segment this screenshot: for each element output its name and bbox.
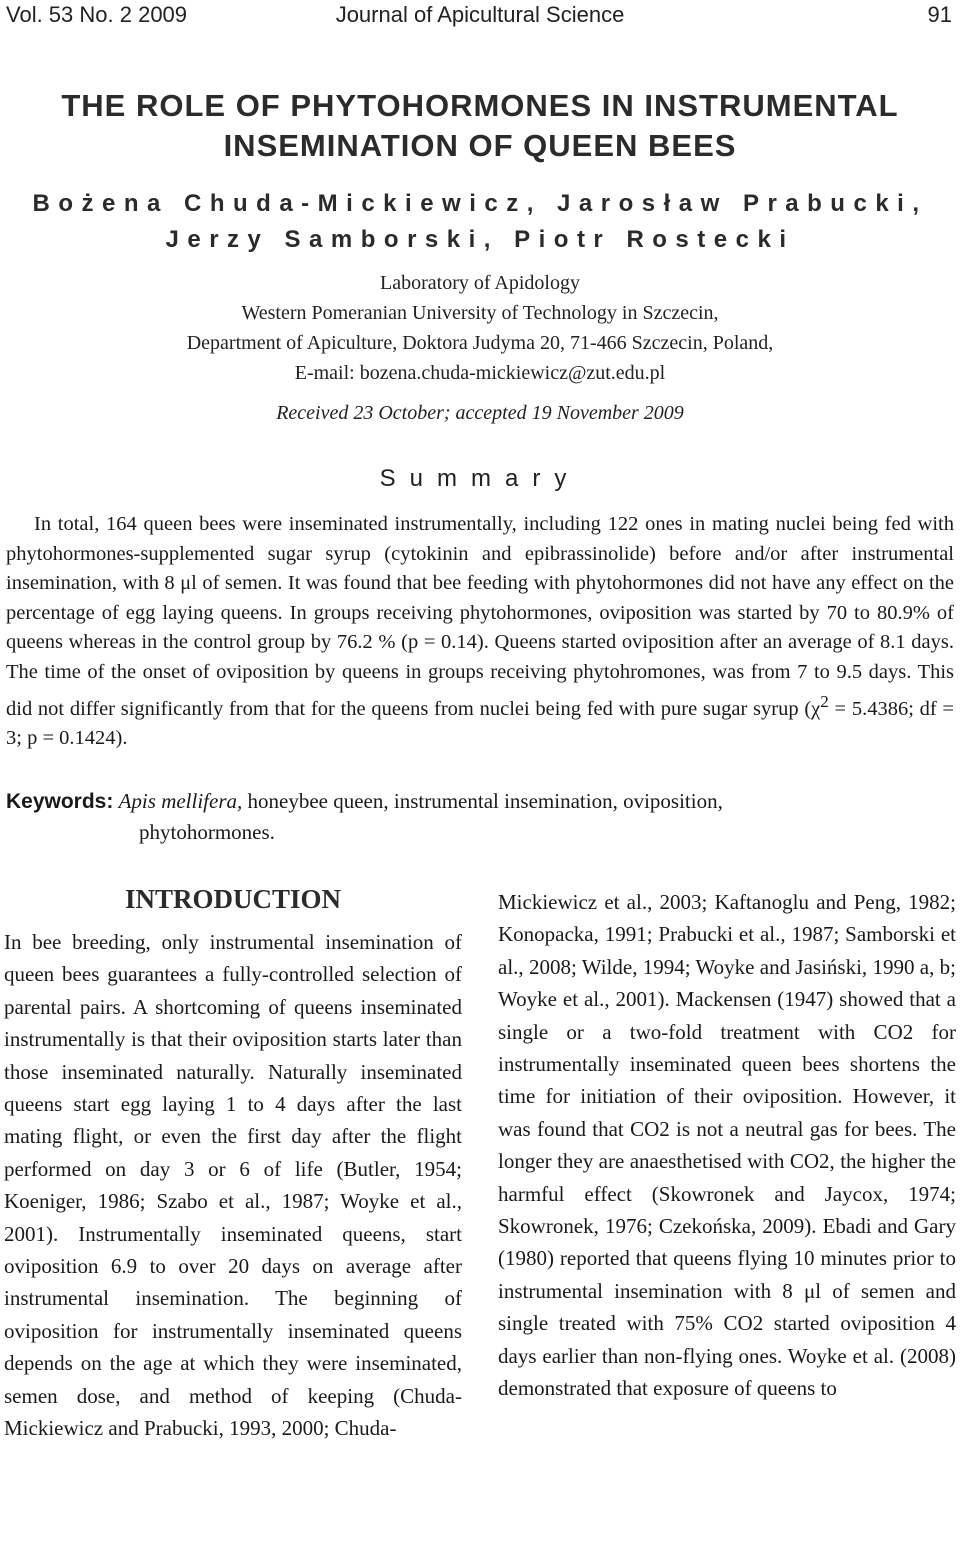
summary-body-end: = 5.4386; df = 3; p = 0.1424). (6, 697, 954, 750)
summary-text (6, 510, 954, 754)
affiliation-line-2: Western Pomeranian University of Technology in Szczecin, (241, 302, 719, 324)
journal-name: Journal of Apicultural Science (335, 2, 625, 27)
affiliation (0, 268, 960, 388)
summary-body: In total, 164 queen bees were inseminated instrumentally, including 122 ones in mating nuclei being fed with phytohormones-supplemented sugar syrup (cytokinin and epibrassinolide) before and/or after instrumental insemination, with 8 μl of semen. It was found that bee feeding with phytohormones did not have any effect on the percentage of egg laying queens. In groups receiving phytohormones, oviposition was started by 70 to 80.9% of queens whereas in the control group by 76.2 % (p = 0.14). Queens started oviposition after an average of 8.1 days. The time of the onset of oviposition by queens in groups receiving phytohromones, was from 7 to 9.5 days. This did not differ significantly from that for the queens from nuclei being fed with pure sugar syrup (χ (6, 513, 954, 720)
introduction-heading: INTRODUCTION (124, 884, 342, 914)
keywords-list: honeybee queen, instrumental insemination, oviposition, (242, 789, 723, 813)
authors-line-2: Jerzy Samborski, Piotr Rostecki (165, 226, 795, 253)
volume-issue: Vol. 53 No. 2 2009 (6, 2, 188, 27)
title-line-2: INSEMINATION OF QUEEN BEES (223, 128, 737, 163)
chi-square-superscript: 2 (820, 692, 829, 711)
introduction-right-text: Mickiewicz et al., 2003; Kaftanoglu and Peng, 1982; Konopacka, 1991; Prabucki et al., 1987; Samborski et al., 2008; Wilde, 1994; Woyke and Jasiński, 1990 a, b; Woyke et al., 2001). Mackensen (1947) showed that a single or a two-fold treatment with CO2 for instrumentally inseminated queen bees shortens the time for initiation of their oviposition. However, it was found that CO2 is not a neutral gas for bees. The longer they are anaesthetised with CO2, the higher the harmful effect (Skowronek and Jaycox, 1974; Skowronek, 1976; Czekońska, 2009). Ebadi and Gary (1980) reported that queens flying 10 minutes prior to instrumental insemination with 8 μl of semen and single treated with 75% CO2 started oviposition 4 days earlier than non-flying ones. Woyke et al. (2008) demonstrated that exposure of queens to (498, 890, 956, 1401)
keywords (6, 786, 954, 847)
summary-heading: Summary (379, 465, 581, 492)
author-list (20, 186, 940, 258)
affiliation-line-3: Department of Apiculture, Doktora Judyma 20, 71-466 Szczecin, Poland, (186, 332, 774, 354)
title-line-1: THE ROLE OF PHYTOHORMONES IN INSTRUMENTAL (61, 88, 899, 123)
running-header (0, 0, 960, 34)
keyword-species: Apis mellifera, (118, 789, 243, 813)
page-number: 91 (927, 2, 952, 27)
keywords-line-2: phytohormones. (139, 820, 275, 844)
right-column (498, 886, 956, 1405)
affiliation-line-1: Laboratory of Apidology (380, 272, 580, 294)
authors-line-1: Bożena Chuda-Mickiewicz, Jarosław Prabucki, (32, 190, 928, 217)
article-title (0, 86, 960, 166)
introduction-left-text: In bee breeding, only instrumental insemination of queen bees guarantees a fully-controlled selection of parental pairs. A shortcoming of queens inseminated instrumentally is that their oviposition starts later than those inseminated naturally. Naturally inseminated queens start egg laying 1 to 4 days after the last mating flight, or even the first day after the flight performed on day 3 or 6 of life (Butler, 1954; Koeniger, 1986; Szabo et al., 1987; Woyke et al., 2001). Instrumentally inseminated queens, start oviposition 6.9 to over 20 days on average after instrumental insemination. The beginning of oviposition for instrumentally inseminated queens depends on the age at which they were inseminated, semen dose, and method of keeping (Chuda-Mickiewicz and Prabucki, 1993, 2000; Chuda- (4, 930, 462, 1441)
affiliation-email: E-mail: bozena.chuda-mickiewicz@zut.edu.pl (294, 362, 666, 384)
left-column (4, 926, 462, 1445)
received-dates: Received 23 October; accepted 19 November 2009 (276, 402, 684, 424)
keywords-label: Keywords: (6, 790, 114, 813)
